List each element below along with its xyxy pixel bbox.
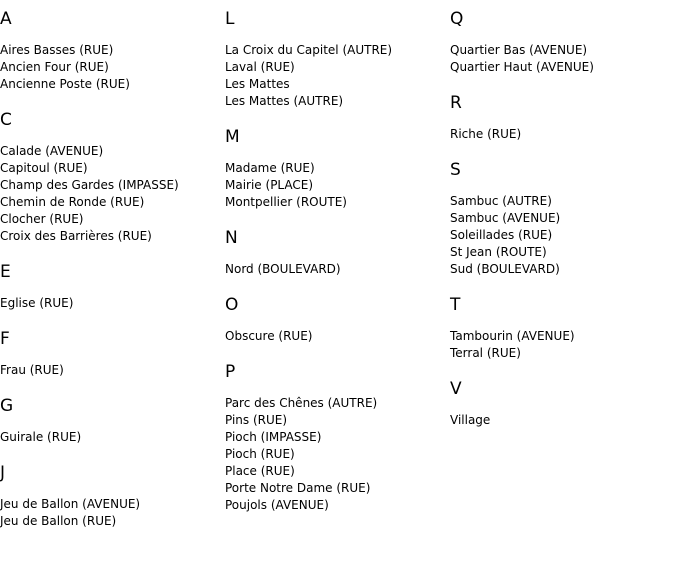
letter-heading: C: [0, 110, 12, 130]
street-item[interactable]: Chemin de Ronde (RUE): [0, 195, 145, 209]
letter-heading: M: [225, 127, 240, 147]
letter-group: [0, 462, 225, 530]
street-list: [0, 362, 225, 379]
letter-group: [0, 395, 225, 446]
letter-heading: G: [0, 396, 14, 416]
street-list: [225, 395, 450, 514]
street-list: [450, 328, 675, 362]
street-item[interactable]: Les Mattes: [225, 77, 290, 91]
street-item[interactable]: Tambourin (AVENUE): [450, 329, 575, 343]
street-item[interactable]: Eglise (RUE): [0, 296, 74, 310]
index-column-2: [225, 8, 450, 530]
street-item[interactable]: Calade (AVENUE): [0, 144, 104, 158]
letter-group: [0, 328, 225, 379]
street-item[interactable]: Clocher (RUE): [0, 212, 84, 226]
street-list: [225, 328, 450, 345]
letter-group: [225, 361, 450, 514]
street-item[interactable]: Quartier Bas (AVENUE): [450, 43, 588, 57]
index-column-1: [0, 8, 225, 546]
letter-group: [450, 8, 675, 76]
letter-heading: Q: [450, 9, 464, 29]
street-list: [0, 143, 225, 245]
street-item[interactable]: Jeu de Ballon (RUE): [0, 514, 117, 528]
street-item[interactable]: Ancienne Poste (RUE): [0, 77, 130, 91]
letter-group: [225, 294, 450, 345]
letter-group: [450, 159, 675, 278]
street-item[interactable]: Frau (RUE): [0, 363, 64, 377]
street-item[interactable]: Soleillades (RUE): [450, 228, 553, 242]
street-item[interactable]: Pioch (IMPASSE): [225, 430, 322, 444]
street-item[interactable]: Porte Notre Dame (RUE): [225, 481, 371, 495]
street-item[interactable]: Champ des Gardes (IMPASSE): [0, 178, 179, 192]
letter-group: [225, 126, 450, 211]
street-item[interactable]: St Jean (ROUTE): [450, 245, 547, 259]
street-item[interactable]: Jeu de Ballon (AVENUE): [0, 497, 141, 511]
street-list: [450, 42, 675, 76]
street-list: [225, 160, 450, 211]
street-item[interactable]: Croix des Barrières (RUE): [0, 229, 152, 243]
street-item[interactable]: Aires Basses (RUE): [0, 43, 114, 57]
street-item[interactable]: Guirale (RUE): [0, 430, 82, 444]
letter-heading: E: [0, 262, 11, 282]
street-item[interactable]: Sud (BOULEVARD): [450, 262, 560, 276]
street-list: [0, 429, 225, 446]
index-column-3: [450, 8, 675, 445]
street-item[interactable]: Poujols (AVENUE): [225, 498, 329, 512]
street-item[interactable]: Place (RUE): [225, 464, 295, 478]
letter-group: [225, 227, 450, 278]
street-list: [450, 126, 675, 143]
street-list: [225, 42, 450, 110]
street-item[interactable]: Montpellier (ROUTE): [225, 195, 347, 209]
letter-heading: V: [450, 379, 462, 399]
street-item[interactable]: Mairie (PLACE): [225, 178, 314, 192]
street-item[interactable]: Capitoul (RUE): [0, 161, 88, 175]
letter-heading: J: [0, 463, 6, 483]
street-list: [450, 412, 675, 429]
letter-heading: P: [225, 362, 236, 382]
street-item[interactable]: Village: [450, 413, 491, 427]
letter-group: [0, 261, 225, 312]
street-item[interactable]: Pioch (RUE): [225, 447, 295, 461]
street-item[interactable]: La Croix du Capitel (AUTRE): [225, 43, 393, 57]
letter-heading: A: [0, 9, 12, 29]
street-item[interactable]: Sambuc (AVENUE): [450, 211, 561, 225]
street-list: [0, 42, 225, 93]
letter-heading: F: [0, 329, 10, 349]
letter-group: [0, 8, 225, 93]
letter-heading: N: [225, 228, 238, 248]
letter-group: [450, 92, 675, 143]
letter-heading: L: [225, 9, 235, 29]
street-item[interactable]: Madame (RUE): [225, 161, 315, 175]
letter-heading: O: [225, 295, 239, 315]
street-item[interactable]: Sambuc (AUTRE): [450, 194, 552, 208]
letter-heading: S: [450, 160, 461, 180]
letter-group: [0, 109, 225, 245]
street-item[interactable]: Obscure (RUE): [225, 329, 313, 343]
street-list: [0, 295, 225, 312]
street-item[interactable]: Riche (RUE): [450, 127, 522, 141]
street-item[interactable]: Pins (RUE): [225, 413, 288, 427]
street-list: [450, 193, 675, 278]
street-list: [225, 261, 450, 278]
street-list: [0, 496, 225, 530]
street-item[interactable]: Parc des Chênes (AUTRE): [225, 396, 378, 410]
street-item[interactable]: Quartier Haut (AVENUE): [450, 60, 594, 74]
letter-group: [450, 378, 675, 429]
letter-heading: R: [450, 93, 462, 113]
street-item[interactable]: Les Mattes (AUTRE): [225, 94, 344, 108]
street-item[interactable]: Terral (RUE): [450, 346, 521, 360]
letter-group: [450, 294, 675, 362]
letter-group: [225, 8, 450, 110]
street-item[interactable]: Laval (RUE): [225, 60, 295, 74]
letter-heading: T: [450, 295, 461, 315]
street-item[interactable]: Ancien Four (RUE): [0, 60, 109, 74]
street-item[interactable]: Nord (BOULEVARD): [225, 262, 341, 276]
